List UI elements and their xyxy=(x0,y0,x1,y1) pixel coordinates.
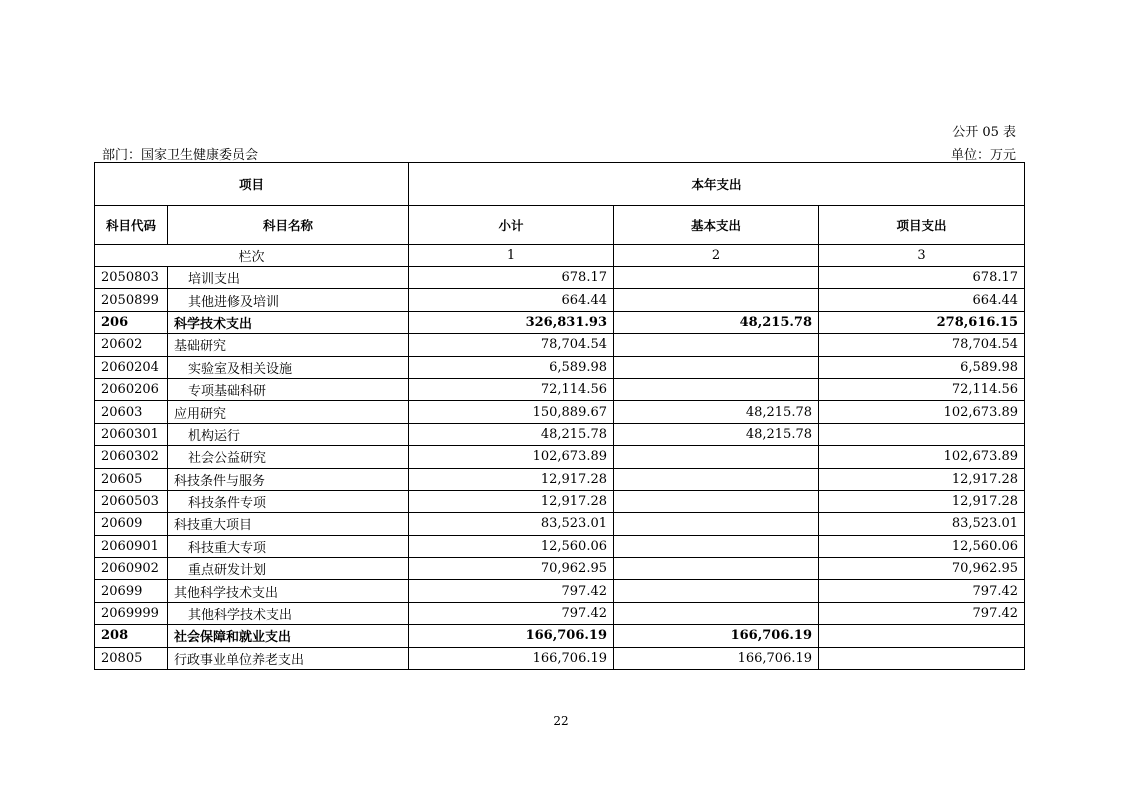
cell-subtotal-text: 102,673.89 xyxy=(532,449,608,465)
table-row xyxy=(95,334,1025,356)
cell-name xyxy=(168,311,409,333)
cell-subtotal xyxy=(409,334,614,356)
cell-name-text: 基础研究 xyxy=(174,339,227,355)
cell-subtotal xyxy=(409,311,614,333)
cell-name xyxy=(168,289,409,311)
table-row xyxy=(95,580,1025,602)
cell-name xyxy=(168,490,409,512)
column-number-3: 3 xyxy=(819,245,1025,267)
cell-project-text: 278,616.15 xyxy=(936,314,1019,330)
cell-project xyxy=(819,356,1025,378)
cell-code xyxy=(95,647,168,669)
cell-name-text: 应用研究 xyxy=(174,406,227,422)
cell-project-text: 797.42 xyxy=(972,583,1019,599)
cell-basic xyxy=(614,334,819,356)
cell-subtotal xyxy=(409,446,614,468)
cell-basic xyxy=(614,647,819,669)
cell-subtotal xyxy=(409,267,614,289)
cell-code-text: 2050803 xyxy=(101,270,159,286)
cell-name xyxy=(168,558,409,580)
cell-project xyxy=(819,267,1025,289)
cell-name-text: 社会公益研究 xyxy=(188,451,267,467)
cell-code-text: 20605 xyxy=(101,471,143,487)
cell-project xyxy=(819,446,1025,468)
cell-code-text: 2060503 xyxy=(101,494,159,510)
cell-project-text: 797.42 xyxy=(972,606,1019,622)
cell-code xyxy=(95,378,168,400)
cell-name-text: 科学技术支出 xyxy=(174,316,253,332)
cell-name xyxy=(168,423,409,445)
cell-subtotal xyxy=(409,580,614,602)
cell-project-text: 12,917.28 xyxy=(951,494,1019,510)
cell-project-text: 78,704.54 xyxy=(951,337,1019,353)
cell-basic-text: 48,215.78 xyxy=(745,426,813,442)
cell-code xyxy=(95,356,168,378)
cell-subtotal-text: 678.17 xyxy=(561,270,608,286)
header-project: 项目 xyxy=(95,163,409,206)
cell-basic xyxy=(614,267,819,289)
cell-basic-text: 166,706.19 xyxy=(737,650,813,666)
column-header-code: 科目代码 xyxy=(95,206,168,245)
cell-basic xyxy=(614,513,819,535)
cell-name-text: 重点研发计划 xyxy=(188,563,267,579)
cell-project-text: 678.17 xyxy=(972,270,1019,286)
form-number: 公开 05 表 xyxy=(952,125,1016,140)
cell-subtotal-text: 72,114.56 xyxy=(540,382,608,398)
cell-code-text: 2069999 xyxy=(101,606,159,622)
cell-subtotal-text: 166,706.19 xyxy=(525,628,608,644)
cell-name-text: 科技条件与服务 xyxy=(174,473,266,489)
table-row xyxy=(95,468,1025,490)
cell-project-text: 83,523.01 xyxy=(951,516,1019,532)
table-row xyxy=(95,423,1025,445)
cell-subtotal-text: 83,523.01 xyxy=(540,516,608,532)
table-row xyxy=(95,513,1025,535)
cell-subtotal xyxy=(409,513,614,535)
cell-subtotal-text: 150,889.67 xyxy=(532,404,608,420)
cell-name-text: 科技条件专项 xyxy=(188,496,267,512)
cell-code-text: 2060901 xyxy=(101,538,159,554)
cell-name xyxy=(168,356,409,378)
cell-subtotal-text: 48,215.78 xyxy=(540,426,608,442)
cell-project xyxy=(819,289,1025,311)
cell-project xyxy=(819,401,1025,423)
table-row xyxy=(95,378,1025,400)
cell-subtotal-text: 664.44 xyxy=(561,292,608,308)
cell-name-text: 社会保障和就业支出 xyxy=(174,630,292,646)
table-row xyxy=(95,356,1025,378)
cell-subtotal-text: 70,962.95 xyxy=(540,561,608,577)
cell-code xyxy=(95,558,168,580)
cell-basic xyxy=(614,535,819,557)
column-header-basic: 基本支出 xyxy=(614,206,819,245)
cell-subtotal-text: 12,917.28 xyxy=(540,471,608,487)
cell-code-text: 2060301 xyxy=(101,426,159,442)
cell-basic xyxy=(614,602,819,624)
table-row xyxy=(95,647,1025,669)
cell-code-text: 2060902 xyxy=(101,561,159,577)
cell-name-text: 其他进修及培训 xyxy=(188,294,280,310)
cell-code-text: 2050899 xyxy=(101,292,159,308)
cell-subtotal-text: 166,706.19 xyxy=(532,650,608,666)
cell-basic xyxy=(614,356,819,378)
table-row xyxy=(95,490,1025,512)
table-row xyxy=(95,267,1025,289)
cell-basic xyxy=(614,311,819,333)
cell-project xyxy=(819,513,1025,535)
cell-name-text: 科技重大项目 xyxy=(174,518,253,534)
cell-subtotal xyxy=(409,625,614,647)
column-header-subtotal: 小计 xyxy=(409,206,614,245)
cell-name-text: 其他科学技术支出 xyxy=(188,608,293,624)
cell-name-text: 专项基础科研 xyxy=(188,384,267,400)
cell-subtotal-text: 797.42 xyxy=(561,606,608,622)
cell-basic xyxy=(614,446,819,468)
expenditure-table xyxy=(94,162,1025,670)
cell-project-text: 102,673.89 xyxy=(943,449,1019,465)
cell-project-text: 12,917.28 xyxy=(951,471,1019,487)
cell-name xyxy=(168,401,409,423)
cell-name xyxy=(168,446,409,468)
cell-code xyxy=(95,334,168,356)
cell-name-text: 实验室及相关设施 xyxy=(188,361,293,377)
header-current-year-expenditure: 本年支出 xyxy=(409,163,1025,206)
cell-subtotal-text: 797.42 xyxy=(561,583,608,599)
cell-project-text: 70,962.95 xyxy=(951,561,1019,577)
table-body xyxy=(95,267,1025,670)
department-label: 部门：国家卫生健康委员会 xyxy=(102,148,259,163)
cell-basic xyxy=(614,378,819,400)
cell-code-text: 20602 xyxy=(101,337,143,353)
cell-project-text: 664.44 xyxy=(972,292,1019,308)
cell-basic xyxy=(614,490,819,512)
cell-project xyxy=(819,334,1025,356)
cell-project xyxy=(819,378,1025,400)
cell-code-text: 20699 xyxy=(101,583,143,599)
cell-name-text: 其他科学技术支出 xyxy=(174,585,279,601)
cell-project xyxy=(819,423,1025,445)
column-number-2: 2 xyxy=(614,245,819,267)
cell-project xyxy=(819,535,1025,557)
cell-subtotal-text: 12,560.06 xyxy=(540,538,608,554)
cell-project xyxy=(819,311,1025,333)
cell-code xyxy=(95,468,168,490)
cell-project xyxy=(819,625,1025,647)
cell-subtotal xyxy=(409,423,614,445)
cell-name-text: 机构运行 xyxy=(188,428,241,444)
cell-basic-text: 166,706.19 xyxy=(730,628,813,644)
cell-project xyxy=(819,490,1025,512)
cell-code xyxy=(95,490,168,512)
cell-code xyxy=(95,289,168,311)
table-row xyxy=(95,311,1025,333)
cell-subtotal xyxy=(409,401,614,423)
cell-subtotal xyxy=(409,602,614,624)
cell-project-text: 12,560.06 xyxy=(951,538,1019,554)
cell-name-text: 培训支出 xyxy=(188,272,241,288)
column-header-project: 项目支出 xyxy=(819,206,1025,245)
cell-subtotal xyxy=(409,535,614,557)
cell-basic xyxy=(614,289,819,311)
cell-name-text: 科技重大专项 xyxy=(188,540,267,556)
cell-code-text: 2060206 xyxy=(101,382,159,398)
column-number-1: 1 xyxy=(409,245,614,267)
cell-project xyxy=(819,580,1025,602)
cell-basic xyxy=(614,625,819,647)
cell-name xyxy=(168,535,409,557)
cell-name xyxy=(168,580,409,602)
cell-name xyxy=(168,647,409,669)
cell-code-text: 20805 xyxy=(101,650,143,666)
page-number: 22 xyxy=(553,714,569,728)
cell-name xyxy=(168,267,409,289)
cell-subtotal-text: 6,589.98 xyxy=(549,359,608,375)
column-header-name: 科目名称 xyxy=(168,206,409,245)
cell-project-text: 72,114.56 xyxy=(951,382,1019,398)
cell-project xyxy=(819,647,1025,669)
cell-name xyxy=(168,513,409,535)
cell-code xyxy=(95,423,168,445)
cell-subtotal-text: 78,704.54 xyxy=(540,337,608,353)
cell-subtotal xyxy=(409,558,614,580)
cell-code xyxy=(95,535,168,557)
table-row xyxy=(95,289,1025,311)
table-row xyxy=(95,602,1025,624)
cell-subtotal xyxy=(409,289,614,311)
cell-basic xyxy=(614,423,819,445)
cell-name xyxy=(168,602,409,624)
cell-subtotal xyxy=(409,490,614,512)
cell-name xyxy=(168,625,409,647)
cell-subtotal-text: 326,831.93 xyxy=(525,314,608,330)
cell-subtotal xyxy=(409,647,614,669)
cell-project xyxy=(819,468,1025,490)
unit-label: 单位：万元 xyxy=(950,148,1016,163)
cell-basic-text: 48,215.78 xyxy=(739,314,813,330)
cell-code xyxy=(95,401,168,423)
cell-basic xyxy=(614,401,819,423)
cell-code xyxy=(95,311,168,333)
cell-name xyxy=(168,468,409,490)
cell-code xyxy=(95,580,168,602)
table-row xyxy=(95,625,1025,647)
cell-code-text: 20603 xyxy=(101,404,143,420)
cell-project-text: 102,673.89 xyxy=(943,404,1019,420)
cell-code xyxy=(95,602,168,624)
cell-name xyxy=(168,378,409,400)
cell-subtotal xyxy=(409,468,614,490)
table-row xyxy=(95,446,1025,468)
cell-project-text: 6,589.98 xyxy=(960,359,1019,375)
cell-project xyxy=(819,558,1025,580)
cell-subtotal-text: 12,917.28 xyxy=(540,494,608,510)
cell-name-text: 行政事业单位养老支出 xyxy=(174,652,305,668)
cell-code-text: 2060204 xyxy=(101,359,159,375)
cell-project xyxy=(819,602,1025,624)
cell-code-text: 2060302 xyxy=(101,449,159,465)
cell-code-text: 20609 xyxy=(101,516,143,532)
cell-basic-text: 48,215.78 xyxy=(745,404,813,420)
cell-basic xyxy=(614,580,819,602)
cell-subtotal xyxy=(409,356,614,378)
table-row xyxy=(95,558,1025,580)
cell-code xyxy=(95,513,168,535)
cell-basic xyxy=(614,468,819,490)
table-row xyxy=(95,535,1025,557)
cell-code xyxy=(95,267,168,289)
cell-code xyxy=(95,625,168,647)
cell-basic xyxy=(614,558,819,580)
cell-code-text: 206 xyxy=(101,314,129,330)
column-number-label: 栏次 xyxy=(95,245,409,267)
cell-code-text: 208 xyxy=(101,628,129,644)
table-row xyxy=(95,401,1025,423)
cell-name xyxy=(168,334,409,356)
cell-code xyxy=(95,446,168,468)
cell-subtotal xyxy=(409,378,614,400)
